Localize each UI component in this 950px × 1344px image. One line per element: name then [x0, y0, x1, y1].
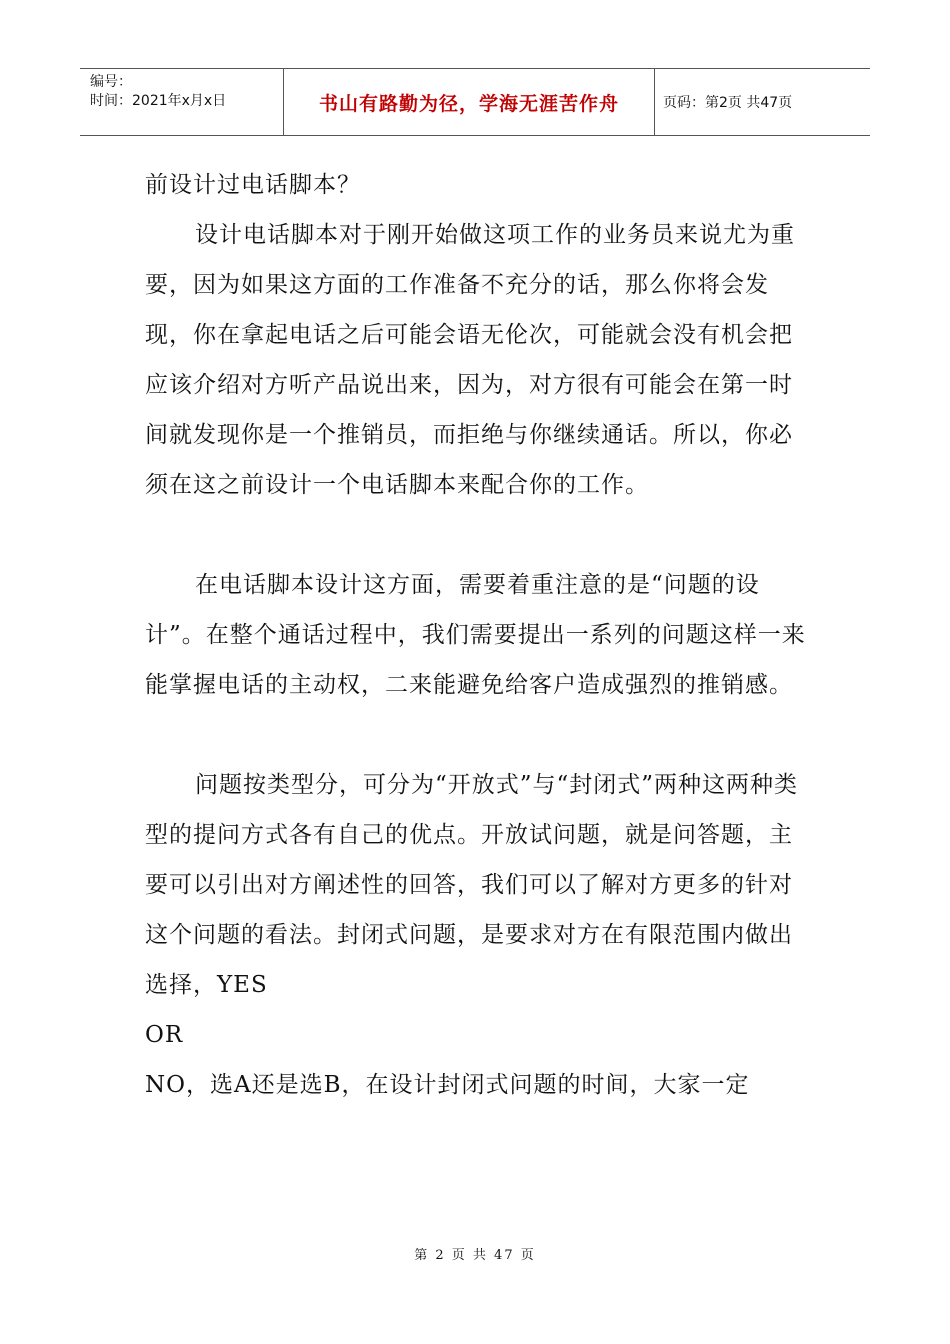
- document-body: [145, 160, 810, 1110]
- header-page-info: 页码：第2页 共47页: [663, 95, 793, 111]
- paragraph-gap: [145, 510, 810, 560]
- paragraph-3: 问题按类型分，可分为“开放式”与“封闭式”两种这两种类型的提问方式各有自己的优点。开放试问题，就是问答题，主要可以引出对方阐述性的回答，我们可以了解对方更多的针对这个问题的看法。封闭式问题，是要求对方在有限范围内做出选择，YES: [145, 772, 799, 998]
- header-meta: [80, 69, 284, 135]
- line-or: OR: [145, 1022, 184, 1048]
- page-header: [80, 68, 870, 136]
- paragraph-1: 设计电话脚本对于刚开始做这项工作的业务员来说尤为重要，因为如果这方面的工作准备不充分的话，那么你将会发现，你在拿起电话之后可能会语无伦次，可能就会没有机会把应该介绍对方听产品说出来，因为，对方很有可能会在第一时间就发现你是一个推销员，而拒绝与你继续通话。所以，你必须在这之前设计一个电话脚本来配合你的工作。: [145, 222, 795, 498]
- document-number-label: 编号：: [90, 74, 132, 90]
- page-footer: 第 2 页 共 47 页: [414, 1248, 536, 1263]
- line-no: NO，选A还是选B，在设计封闭式问题的时间，大家一定: [145, 1072, 750, 1098]
- document-time: 时间：2021年x月x日: [90, 93, 227, 109]
- header-motto: 书山有路勤为径，学海无涯苦作舟: [284, 69, 655, 135]
- paragraph-2: 在电话脚本设计这方面，需要着重注意的是“问题的设计”。在整个通话过程中，我们需要提出一系列的问题这样一来能掌握电话的主动权，二来能避免给客户造成强烈的推销感。: [145, 572, 806, 698]
- continued-line: 前设计过电话脚本？: [145, 172, 361, 198]
- paragraph-gap: [145, 710, 810, 760]
